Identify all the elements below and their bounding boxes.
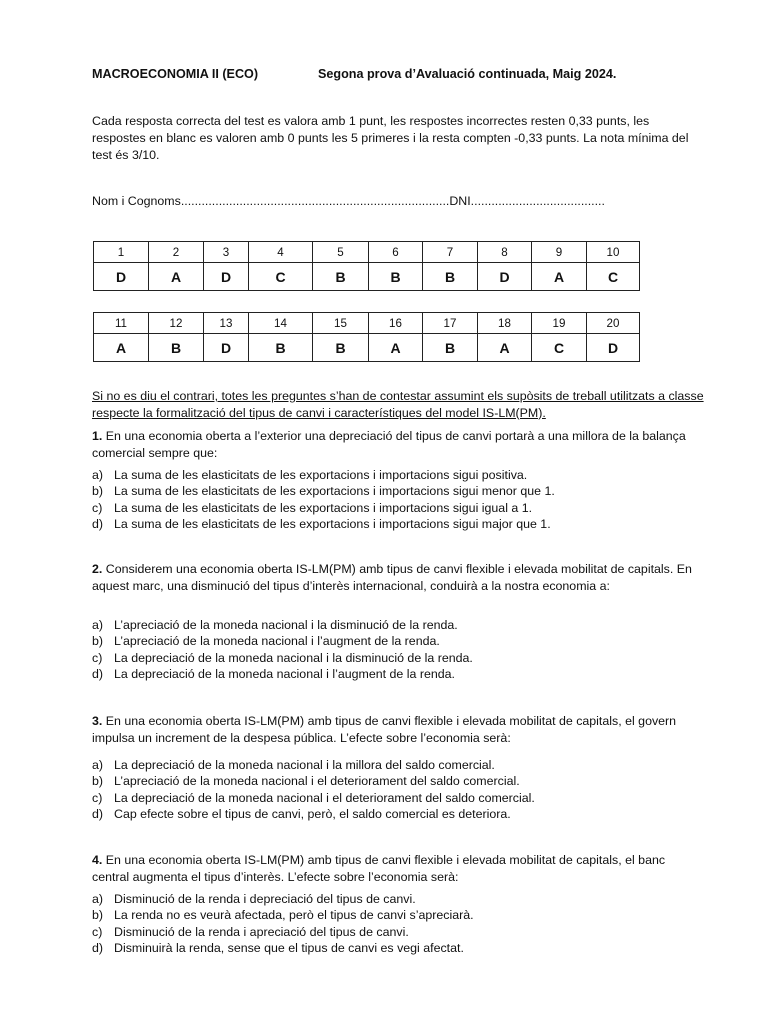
answer-cell: B xyxy=(313,334,369,362)
answer-table-1 xyxy=(93,241,640,291)
option-letter: b) xyxy=(92,908,104,923)
answer-cell: D xyxy=(204,263,249,291)
option-text: La depreciació de la moneda nacional i el deteriorament del saldo comercial. xyxy=(114,790,535,805)
answer-table-2 xyxy=(93,312,640,362)
option-b xyxy=(92,633,704,649)
option-b xyxy=(92,773,704,789)
option-text: La depreciació de la moneda nacional i la disminució de la renda. xyxy=(114,650,473,665)
answer-cell: A xyxy=(478,334,532,362)
option-letter: d) xyxy=(92,666,104,681)
question-number-label: 3. xyxy=(92,714,103,728)
question-number: 5 xyxy=(313,242,369,263)
question-text: Considerem una economia oberta IS-LM(PM) amb tipus de canvi flexible i elevada mobilitat de capitals. En aquest marc, una disminució del tipus d’interès internacional, conduirà a la nostra economia a: xyxy=(92,562,692,593)
answer-cell: D xyxy=(94,263,149,291)
answer-row xyxy=(94,263,640,291)
answer-cell: B xyxy=(423,263,478,291)
answer-cell: D xyxy=(587,334,640,362)
option-text: Disminuirà la renda, sense que el tipus de canvi es vegi afectat. xyxy=(114,940,464,955)
option-text: L’apreciació de la moneda nacional i el deteriorament del saldo comercial. xyxy=(114,774,520,789)
answer-cell: B xyxy=(249,334,313,362)
question-number: 16 xyxy=(369,313,423,334)
answer-cell: A xyxy=(149,263,204,291)
question-number: 9 xyxy=(532,242,587,263)
question-1 xyxy=(92,428,704,462)
option-text: Disminució de la renda i apreciació del tipus de canvi. xyxy=(114,924,409,939)
option-d xyxy=(92,666,704,682)
option-text: La suma de les elasticitats de les exportacions i importacions sigui igual a 1. xyxy=(114,500,533,515)
question-number: 1 xyxy=(94,242,149,263)
question-number: 18 xyxy=(478,313,532,334)
assumptions-note: Si no es diu el contrari, totes les preguntes s’han de contestar assumint els supòsits de treball utilitzats a classe respecte la formalització del tipus de canvi i característiques del model IS-LM(PM). xyxy=(92,389,704,420)
option-letter: d) xyxy=(92,806,104,821)
question-number: 13 xyxy=(204,313,249,334)
option-letter: c) xyxy=(92,790,103,805)
option-text: L’apreciació de la moneda nacional i la disminució de la renda. xyxy=(114,618,458,632)
option-text: La suma de les elasticitats de les exportacions i importacions sigui menor que 1. xyxy=(114,484,555,499)
option-text: Cap efecte sobre el tipus de canvi, però, el saldo comercial es deteriora. xyxy=(114,806,511,821)
question-number-label: 4. xyxy=(92,853,103,867)
question-number-row xyxy=(94,242,640,263)
question-number: 7 xyxy=(423,242,478,263)
option-letter: c) xyxy=(92,500,103,515)
option-a xyxy=(92,617,704,633)
option-letter: d) xyxy=(92,516,104,531)
question-1-options xyxy=(92,467,704,532)
option-letter: a) xyxy=(92,468,104,482)
answer-cell: C xyxy=(532,334,587,362)
option-c xyxy=(92,924,704,940)
answer-cell: C xyxy=(249,263,313,291)
option-a xyxy=(92,891,704,907)
option-a xyxy=(92,467,704,483)
option-text: L’apreciació de la moneda nacional i l’augment de la renda. xyxy=(114,634,440,649)
question-number-row xyxy=(94,313,640,334)
option-text: La suma de les elasticitats de les exportacions i importacions sigui major que 1. xyxy=(114,516,551,531)
question-number-label: 2. xyxy=(92,562,103,576)
question-number: 8 xyxy=(478,242,532,263)
option-c xyxy=(92,790,704,806)
header xyxy=(92,67,617,81)
option-b xyxy=(92,907,704,923)
question-number: 15 xyxy=(313,313,369,334)
option-d xyxy=(92,516,704,532)
answer-cell: B xyxy=(423,334,478,362)
option-letter: b) xyxy=(92,634,104,649)
question-number-label: 1. xyxy=(92,429,103,443)
grading-instructions: Cada resposta correcta del test es valora amb 1 punt, les respostes incorrectes resten 0,33 punts, les respostes en blanc es valoren amb 0 punts les 5 primeres i la resta compten -0,33 punts. La nota mínima del test és 3/10. xyxy=(92,114,689,162)
option-letter: a) xyxy=(92,618,104,632)
answer-cell: B xyxy=(149,334,204,362)
option-d xyxy=(92,806,704,822)
answer-cell: A xyxy=(369,334,423,362)
answer-cell: D xyxy=(204,334,249,362)
question-2 xyxy=(92,561,704,595)
question-number: 10 xyxy=(587,242,640,263)
question-number: 3 xyxy=(204,242,249,263)
option-d xyxy=(92,940,704,956)
option-letter: b) xyxy=(92,774,104,789)
option-text: La suma de les elasticitats de les exportacions i importacions sigui positiva. xyxy=(114,468,528,482)
question-number: 11 xyxy=(94,313,149,334)
question-number: 19 xyxy=(532,313,587,334)
option-letter: d) xyxy=(92,940,104,955)
answer-cell: A xyxy=(94,334,149,362)
question-3-options xyxy=(92,757,704,822)
option-letter: b) xyxy=(92,484,104,499)
question-text: En una economia oberta IS-LM(PM) amb tipus de canvi flexible i elevada mobilitat de capitals, el banc central augmenta el tipus d’interès. L’efecte sobre l’economia serà: xyxy=(92,853,666,884)
option-letter: a) xyxy=(92,892,104,906)
question-text: En una economia oberta a l’exterior una depreciació del tipus de canvi portarà a una millora de la balança comercial sempre que: xyxy=(92,429,686,460)
question-4-options xyxy=(92,891,704,956)
option-b xyxy=(92,483,704,499)
question-number: 2 xyxy=(149,242,204,263)
answer-cell: D xyxy=(478,263,532,291)
answer-cell: B xyxy=(369,263,423,291)
question-3 xyxy=(92,713,704,747)
name-dni-line: Nom i Cognoms..............................................................................DNI....................................... xyxy=(92,194,605,208)
answer-cell: A xyxy=(532,263,587,291)
question-number: 12 xyxy=(149,313,204,334)
option-c xyxy=(92,650,704,666)
option-text: La depreciació de la moneda nacional i l’augment de la renda. xyxy=(114,666,455,681)
question-number: 17 xyxy=(423,313,478,334)
exam-subtitle: Segona prova d’Avaluació continuada, Maig 2024. xyxy=(318,67,617,81)
option-c xyxy=(92,500,704,516)
option-text: Disminució de la renda i depreciació del tipus de canvi. xyxy=(114,892,416,906)
question-number: 6 xyxy=(369,242,423,263)
option-letter: a) xyxy=(92,758,104,772)
option-letter: c) xyxy=(92,650,103,665)
question-number: 20 xyxy=(587,313,640,334)
course-title: MACROECONOMIA II (ECO) xyxy=(92,67,259,81)
answer-row xyxy=(94,334,640,362)
option-a xyxy=(92,757,704,773)
question-number: 14 xyxy=(249,313,313,334)
option-text: La renda no es veurà afectada, però el tipus de canvi s’apreciarà. xyxy=(114,908,474,923)
option-letter: c) xyxy=(92,924,103,939)
answer-cell: C xyxy=(587,263,640,291)
option-text: La depreciació de la moneda nacional i la millora del saldo comercial. xyxy=(114,758,495,772)
question-2-options xyxy=(92,617,704,682)
question-number: 4 xyxy=(249,242,313,263)
question-text: En una economia oberta IS-LM(PM) amb tipus de canvi flexible i elevada mobilitat de capitals, el govern impulsa un increment de la despesa pública. L’efecte sobre l’economia serà: xyxy=(92,714,677,745)
question-4 xyxy=(92,852,704,886)
answer-cell: B xyxy=(313,263,369,291)
